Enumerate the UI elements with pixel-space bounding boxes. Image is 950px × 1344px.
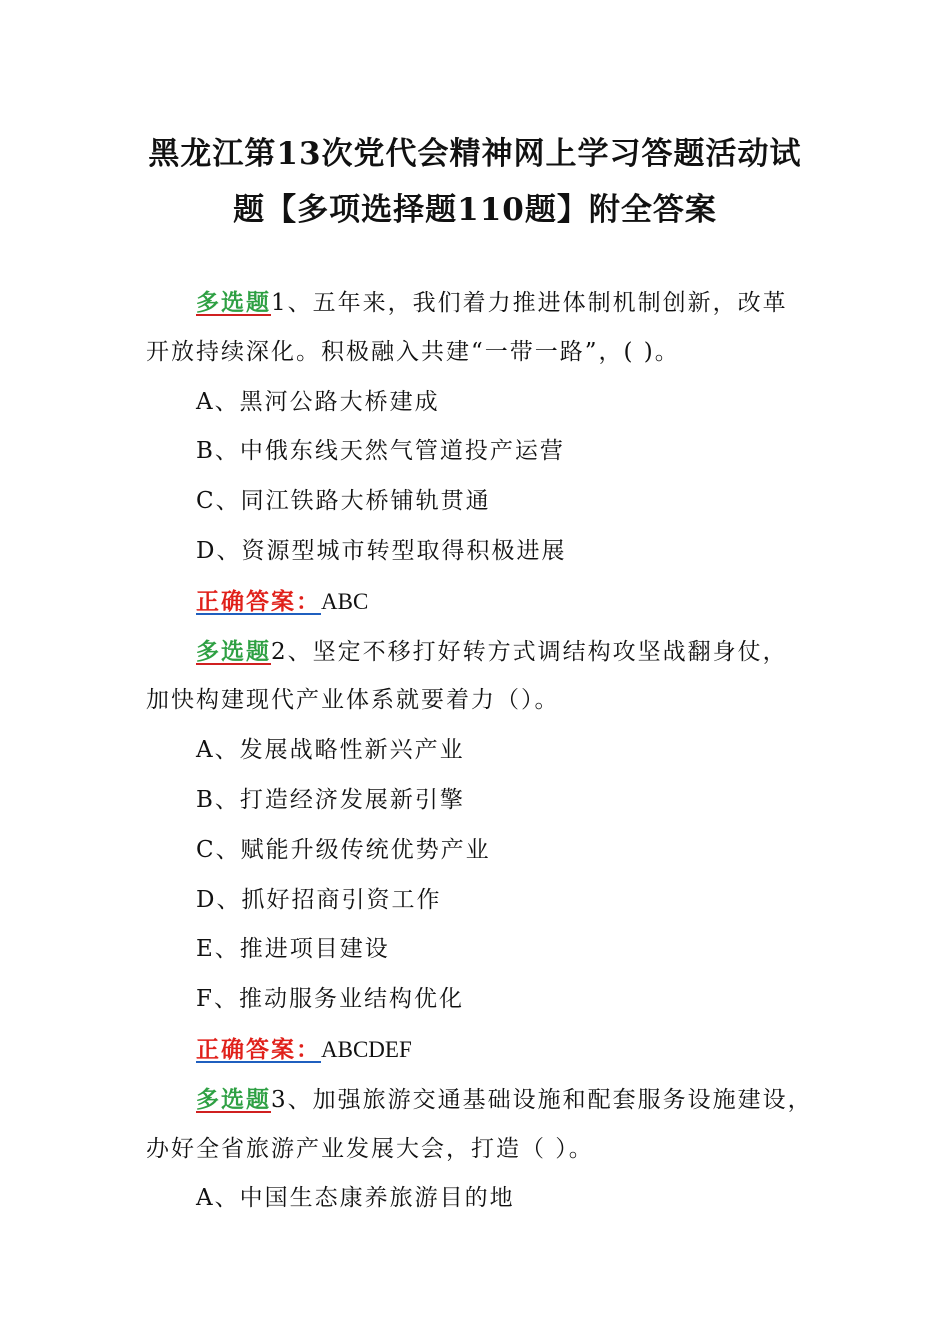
- question-2-option-d: D、抓好招商引资工作: [196, 886, 442, 913]
- question-1-stem-line-2: 开放持续深化。积极融入共建“一带一路”，( )。: [146, 338, 680, 365]
- question-2-option-f: F、推动服务业结构优化: [196, 986, 464, 1013]
- question-3-option-a: A、中国生态康养旅游目的地: [196, 1185, 515, 1212]
- question-2-stem-line-2: 加快构建现代产业体系就要着力（）。: [146, 687, 560, 714]
- question-3-stem-line-2: 办好全省旅游产业发展大会，打造（ ）。: [146, 1135, 594, 1162]
- question-1-option-a: A、黑河公路大桥建成: [196, 388, 440, 415]
- question-2-option-b: B、打造经济发展新引擎: [196, 786, 465, 813]
- question-1-answer-value: ABC: [321, 588, 369, 614]
- question-2-answer-label: 正确答案：: [196, 1035, 321, 1063]
- question-1-answer-label: 正确答案：: [196, 587, 321, 615]
- question-2-stem-part-1: 2、坚定不移打好转方式调结构攻坚战翻身仗，: [271, 638, 788, 665]
- question-3-stem-part-1: 3、加强旅游交通基础设施和配套服务设施建设，: [271, 1086, 813, 1113]
- question-1-stem-line-1: [146, 278, 816, 328]
- title-line-2: 题【多项选择题110题】附全答案: [233, 192, 717, 228]
- question-1-stem-part-1: 1、五年来，我们着力推进体制机制创新，改革: [271, 290, 788, 316]
- question-2-answer-value: ABCDEF: [321, 1036, 412, 1062]
- question-2-stem-line-1: [146, 627, 816, 677]
- title-line-1: 黑龙江第13次党代会精神网上学习答题活动试: [148, 136, 802, 172]
- question-3-type-tag: 多选题: [196, 1085, 271, 1113]
- question-2-answer: [146, 1025, 816, 1075]
- question-2-option-e: E、推进项目建设: [196, 936, 390, 963]
- question-1-answer: [146, 577, 816, 627]
- question-1-option-c: C、同江铁路大桥铺轨贯通: [196, 488, 491, 515]
- question-1-option-b: B、中俄东线天然气管道投产运营: [196, 438, 565, 465]
- question-2-option-a: A、发展战略性新兴产业: [196, 737, 465, 764]
- question-1-type-tag: 多选题: [196, 289, 271, 316]
- question-2-type-tag: 多选题: [196, 637, 271, 665]
- document-title: [120, 126, 830, 238]
- question-list: [146, 278, 816, 1224]
- question-1-option-d: D、资源型城市转型取得积极进展: [196, 537, 567, 564]
- question-3-stem-line-1: [146, 1075, 816, 1125]
- question-2-option-c: C、赋能升级传统优势产业: [196, 836, 491, 863]
